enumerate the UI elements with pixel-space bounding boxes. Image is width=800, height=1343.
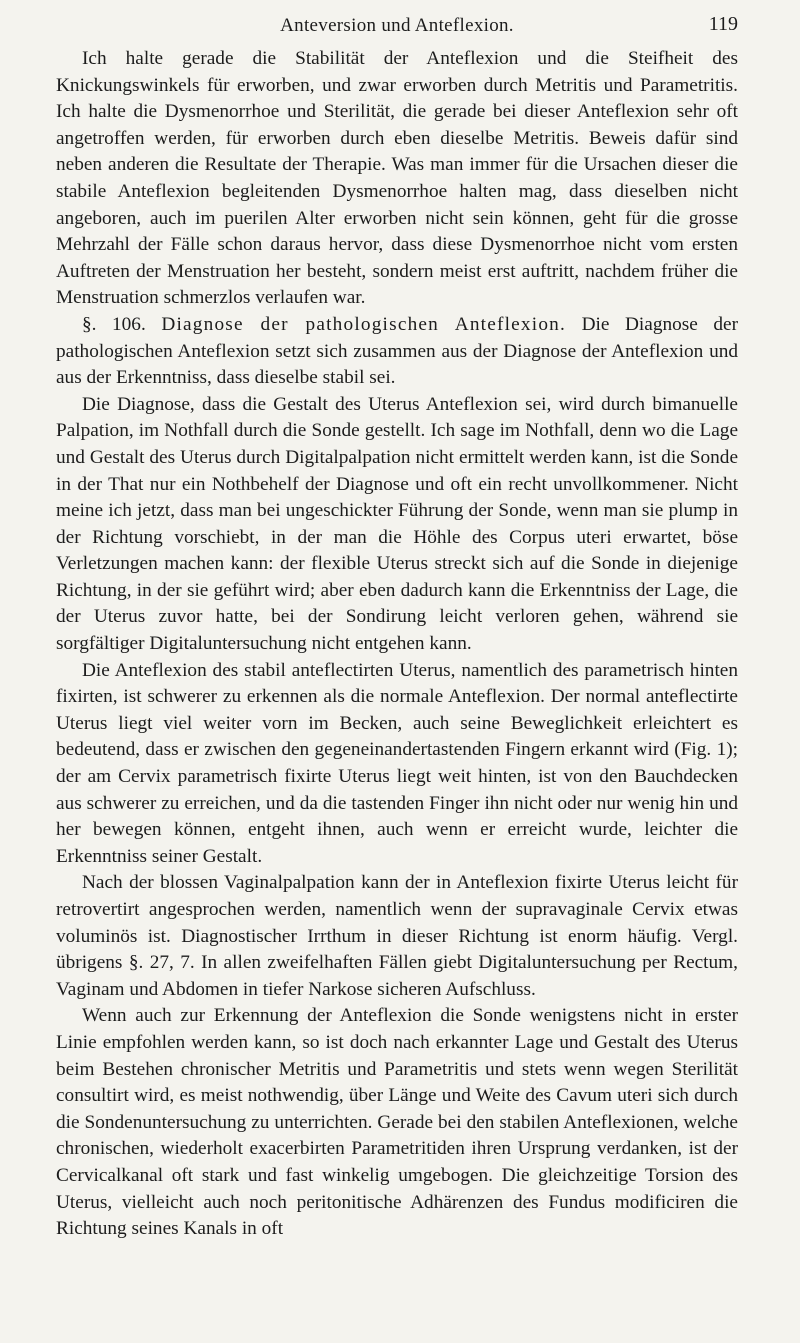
- section-paragraph: [56, 312, 738, 392]
- paragraph: Ich halte gerade die Stabilität der Anteflexion und die Steifheit des Knickungswinkels für erworben, und zwar erworben durch Metritis und Parametritis. Ich halte die Dysmenorrhoe und Sterilität, die gerade bei dieser Anteflexion sehr oft angetroffen werden, für erworben durch eben dieselbe Metritis. Beweis dafür sind neben anderen die Resultate der Therapie. Was man immer für die Ursachen dieser die stabile Anteflexion begleitenden Dysmenorrhoe halten mag, dass dieselben nicht angeboren, auch im puerilen Alter erworben nicht sein können, geht für die grosse Mehrzahl der Fälle schon daraus hervor, dass diese Dysmenorrhoe nicht vom ersten Auftreten der Menstruation her besteht, sondern meist erst auftritt, nachdem früher die Menstruation schmerzlos verlaufen war.: [56, 48, 738, 309]
- paragraph: Wenn auch zur Erkennung der Anteflexion die Sonde wenigstens nicht in erster Linie empfohlen werden kann, so ist doch nach erkannter Lage und Gestalt des Uterus beim Bestehen chronischer Metritis und Parametritis und stets wenn wegen Sterilität consultirt wird, es meist nothwendig, über Länge und Weite des Cavum uteri sich durch die Sondenuntersuchung zu unterrichten. Gerade bei den stabilen Anteflexionen, welche chronischen, wiederholt exacerbirten Parametritiden ihren Ursprung verdanken, ist der Cervicalkanal oft stark und fast winkelig umgebogen. Die gleichzeitige Torsion des Uterus, vielleicht auch noch peritonitische Adhärenzen des Fundus modificiren die Richtung seines Kanals in oft: [56, 1005, 738, 1240]
- section-number: §. 106.: [82, 313, 146, 335]
- section-heading: Diagnose der pathologischen Anteflexion.: [161, 313, 567, 335]
- running-title: Anteversion und Anteflexion.: [280, 15, 514, 36]
- body-text: [56, 46, 738, 1243]
- page-header: [56, 0, 738, 46]
- paragraph: Die Anteflexion des stabil anteflectirten Uterus, namentlich des parametrisch hinten fixirten, ist schwerer zu erkennen als die normale Anteflexion. Der normal anteflectirte Uterus liegt viel weiter vorn im Becken, auch seine Beweglichkeit erleichtert es bedeutend, dass er zwischen den gegeneinandertastenden Fingern erkannt wird (Fig. 1); der am Cervix parametrisch fixirte Uterus liegt weit hinten, ist von den Bauchdecken aus schwerer zu erreichen, und da die tastenden Finger ihn nicht oder nur wenig hin und her bewegen können, entgeht ihnen, auch wenn er erreicht wurde, leichter die Erkenntniss seiner Gestalt.: [56, 659, 738, 867]
- paragraph: Nach der blossen Vaginalpalpation kann der in Anteflexion fixirte Uterus leicht für retrovertirt angesprochen werden, namentlich wenn der supravaginale Cervix etwas voluminös ist. Diagnostischer Irrthum in dieser Richtung ist enorm häufig. Vergl. übrigens §. 27, 7. In allen zweifelhaften Fällen giebt Digitaluntersuchung per Rectum, Vaginam und Abdomen in tiefer Narkose sicheren Aufschluss.: [56, 872, 738, 1000]
- page-number: 119: [708, 13, 738, 35]
- section-intro: Die Diagnose der pathologischen Anteflexion setzt sich zusammen aus der Diagnose der Anteflexion und aus der Erkenntniss, dass dieselbe stabil sei.: [56, 313, 738, 389]
- paragraph: Die Diagnose, dass die Gestalt des Uterus Anteflexion sei, wird durch bimanuelle Palpation, im Nothfall durch die Sonde gestellt. Ich sage im Nothfall, denn wo die Lage und Gestalt des Uterus durch Digitalpalpation nicht ermittelt werden kann, ist die Sonde in der That nur ein Nothbehelf der Diagnose und oft ein recht unvollkommener. Nicht meine ich jetzt, dass man bei ungeschickter Führung der Sonde, wenn man sie plump in der Richtung vorschiebt, in der man die Höhle des Corpus uteri erwartet, böse Verletzungen machen kann: der flexible Uterus streckt sich auf die Sonde in diejenige Richtung, in der sie geführt wird; aber eben dadurch kann die Erkenntniss der Lage, die der Uterus zuvor hatte, bei der Sondirung leicht verloren gehen, während sie sorgfältiger Digitaluntersuchung nicht entgehen kann.: [56, 393, 738, 655]
